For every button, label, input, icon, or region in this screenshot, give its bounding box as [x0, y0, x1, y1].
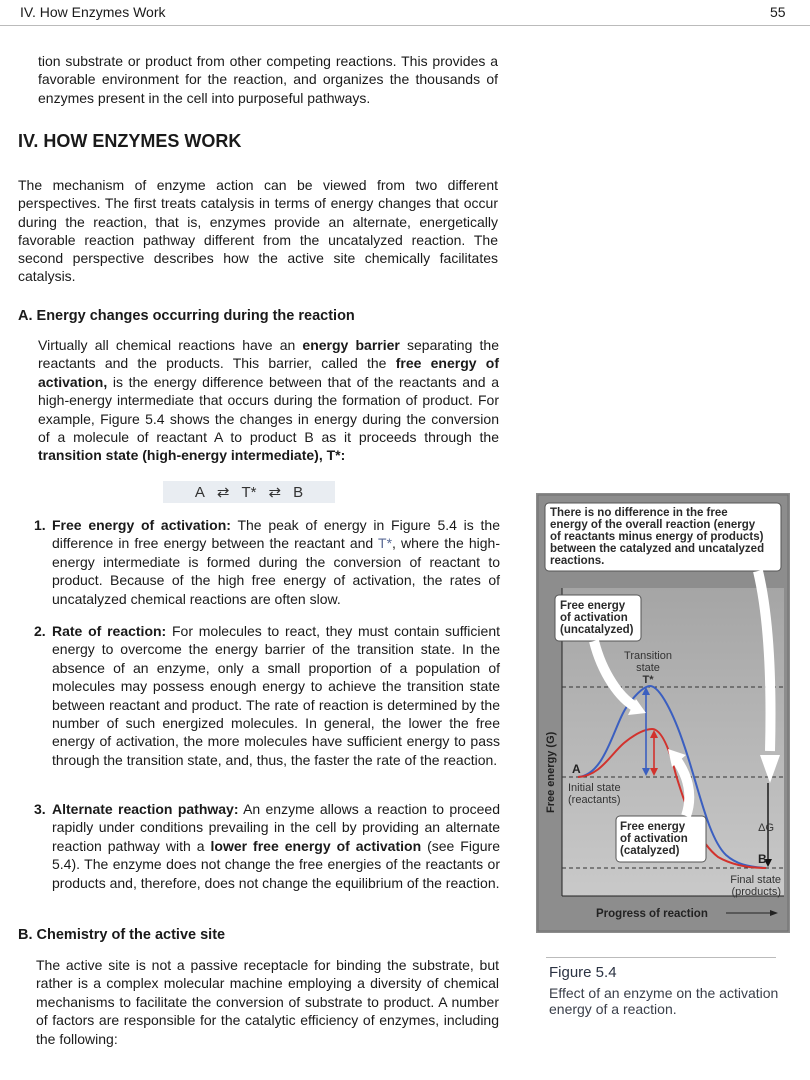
header-rule	[0, 25, 810, 26]
item-text: Rate of reaction: For molecules to react, they must contain sufficient energy to overcome the energy barrier of the transition state. In the absence of an enzyme, only a small proportion of a population of molecules may possess enough energy to achieve the transition state between reactant and product. The rate of reaction is determined by the number of such energized molecules. In general, the lower the free energy of activation, the more molecules have sufficient energy to pass through the transition state, and, thus, the faster the rate of the reaction.	[52, 623, 500, 768]
callout-top-line-4: between the catalyzed and uncatalyzed	[550, 543, 765, 555]
energy-diagram	[536, 493, 790, 933]
running-header: IV. How Enzymes Work	[20, 4, 166, 20]
item-number: 2.	[34, 623, 46, 639]
page-number: 55	[770, 4, 786, 20]
eq-arrow-1: ⇄	[216, 484, 230, 501]
figure-panel	[536, 493, 790, 933]
callout-cat-line-3: (catalyzed)	[620, 845, 680, 857]
transition-label-1: Transition	[624, 650, 672, 662]
final-label-2: (products)	[731, 886, 781, 898]
callout-top-line-1: There is no difference in the free	[550, 507, 728, 519]
item-number: 1.	[34, 517, 46, 533]
callout-cat-line-1: Free energy	[620, 821, 686, 833]
y-axis-label: Free energy (G)	[545, 731, 557, 813]
transition-label-tstar: T*	[642, 674, 654, 686]
reaction-equation	[163, 481, 335, 503]
callout-top-line-5: reactions.	[550, 555, 605, 567]
callout-top-line-3: of reactants minus energy of products)	[550, 531, 764, 543]
figure-caption-text: Effect of an enzyme on the activation energy of a reaction.	[549, 985, 779, 1017]
caption-rule	[546, 957, 776, 958]
subsection-a-paragraph: Virtually all chemical reactions have an energy barrier separating the reactants and the products. This barrier, called the free energy of activation, is the energy difference between that of the reactants and a high-energy intermediate that occurs during the formation of product. For example, Figure 5.4 shows the changes in energy during the conversion of a molecule of reactant A to product B as it proceeds through the transition state (high-energy intermediate), T*:	[38, 337, 500, 464]
item-number: 3.	[34, 801, 46, 817]
eq-reactant: A	[194, 483, 205, 501]
eq-transition: T*	[241, 483, 257, 501]
eq-arrow-2: ⇄	[268, 484, 282, 501]
callout-cat-line-2: of activation	[620, 833, 688, 845]
final-label-1: Final state	[730, 874, 781, 886]
initial-label-2: (reactants)	[568, 794, 621, 806]
callout-uncat-line-1: Free energy	[560, 600, 626, 612]
list-item-2	[34, 622, 500, 769]
point-b-label: B	[758, 852, 767, 866]
callout-uncat-line-2: of activation	[560, 612, 628, 624]
list-item-1	[34, 516, 500, 608]
subsection-a-heading: A. Energy changes occurring during the reaction	[18, 308, 355, 324]
list-item-3	[34, 800, 500, 892]
initial-label-1: Initial state	[568, 782, 621, 794]
intro-paragraph: tion substrate or product from other competing reactions. This provides a favorable environment for the reaction, and organizes the thousands of enzymes present in the cell into purposeful pathways.	[38, 53, 498, 106]
x-axis-label: Progress of reaction	[596, 908, 708, 920]
section-heading: IV. HOW ENZYMES WORK	[18, 131, 242, 151]
transition-label-2: state	[636, 662, 660, 674]
figure-caption-title: Figure 5.4	[549, 964, 617, 981]
subsection-b-paragraph: The active site is not a passive receptacle for binding the substrate, but rather is a complex molecular machine employing a diversity of chemical mechanisms to facilitate the conversion of substrate to product. A number of factors are responsible for the catalytic efficiency of enzymes, including the following:	[36, 957, 499, 1047]
point-a-label: A	[572, 762, 581, 776]
delta-g-label: ΔG	[758, 822, 774, 834]
item-text: Alternate reaction pathway: An enzyme allows a reaction to proceed rapidly under conditions prevailing in the cell by providing an alternate reaction pathway with a lower free energy of activation (see Figure 5.4). The enzyme does not change the free energies of the reactants or products and, therefore, does not change the equilibrium of the reaction.	[52, 801, 500, 891]
eq-product: B	[293, 483, 304, 501]
callout-uncat-line-3: (uncatalyzed)	[560, 624, 634, 636]
callout-top-line-2: energy of the overall reaction (energy	[550, 519, 756, 531]
section-paragraph: The mechanism of enzyme action can be viewed from two different perspectives. The first treats catalysis in terms of energy changes that occur during the reaction, that is, enzymes provide an alternate, energetically favorable reaction pathway different from the uncatalyzed reaction. The second perspective describes how the active site chemically facilitates catalysis.	[18, 177, 498, 285]
subsection-b-heading: B. Chemistry of the active site	[18, 927, 226, 943]
item-text: Free energy of activation: The peak of energy in Figure 5.4 is the difference in free energy between the reactant and T*, where the high-energy intermediate is formed during the conversion of reactant to product. Because of the high free energy of activation, the rates of uncatalyzed chemical reactions are often slow.	[52, 517, 500, 607]
